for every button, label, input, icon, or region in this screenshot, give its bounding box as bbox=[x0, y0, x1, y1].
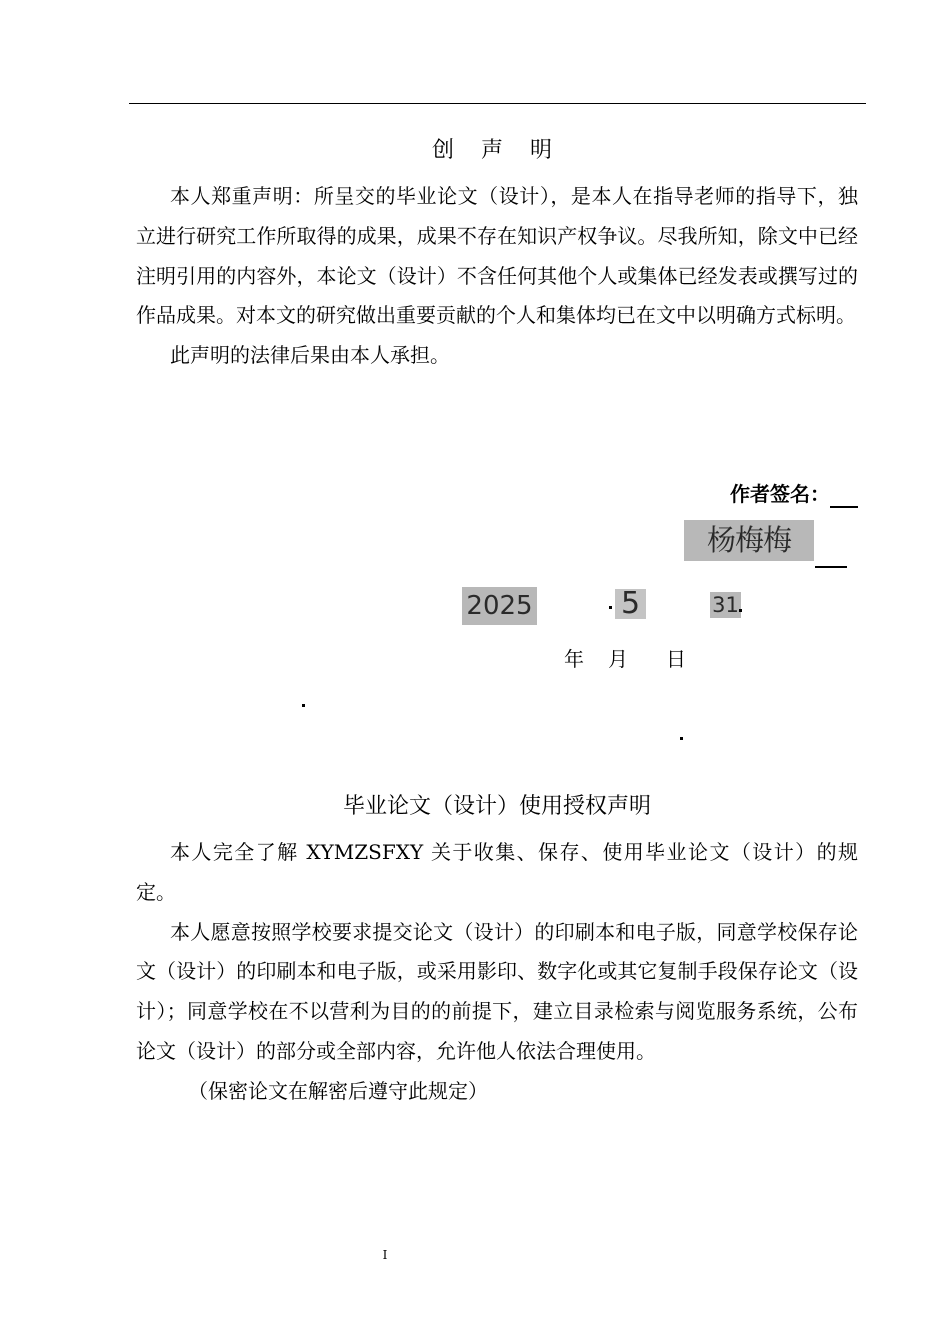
signature-underline bbox=[815, 566, 847, 568]
declaration-body bbox=[136, 177, 858, 376]
dot-mark bbox=[302, 704, 305, 707]
date-label-year: 年 bbox=[564, 647, 584, 671]
handwritten-year: 2025 bbox=[462, 587, 537, 625]
date-label-day: 日 bbox=[666, 647, 686, 671]
declaration-paragraph-2: 此声明的法律后果由本人承担。 bbox=[170, 343, 450, 368]
header-rule bbox=[129, 103, 866, 104]
dot-mark bbox=[739, 609, 742, 612]
date-label-month: 月 bbox=[608, 647, 628, 671]
dot-mark bbox=[609, 606, 612, 609]
confidential-note: （保密论文在解密后遵守此规定） bbox=[188, 1078, 488, 1103]
dot-mark bbox=[680, 737, 683, 740]
page-number: I bbox=[382, 1248, 388, 1262]
authorization-title: 毕业论文（设计）使用授权声明 bbox=[342, 794, 651, 819]
authorization-body bbox=[136, 833, 858, 1112]
declaration-title: 创 声 明 bbox=[432, 138, 562, 163]
authorization-paragraph-1: 本人完全了解 XYMZSFXY 关于收集、保存、使用毕业论文（设计）的规定。 bbox=[136, 840, 858, 904]
handwritten-signature: 杨梅梅 bbox=[684, 520, 814, 561]
author-signature-label: 作者签名： bbox=[730, 480, 858, 508]
handwritten-month: 5 bbox=[615, 589, 646, 619]
declaration-paragraph-1: 本人郑重声明：所呈交的毕业论文（设计），是本人在指导老师的指导下，独立进行研究工作所取得的成果，成果不存在知识产权争议。尽我所知，除文中已经注明引用的内容外，本论文（设计）不含任何其他个人或集体已经发表或撰写过的作品成果。对本文的研究做出重要贡献的个人和集体均已在文中以明确方式标明。 bbox=[136, 184, 858, 328]
authorization-paragraph-2: 本人愿意按照学校要求提交论文（设计）的印刷本和电子版，同意学校保存论文（设计）的印刷本和电子版，或采用影印、数字化或其它复制手段保存论文（设计）；同意学校在不以营利为目的的前提下，建立目录检索与阅览服务系统，公布论文（设计）的部分或全部内容，允许他人依法合理使用。 bbox=[136, 919, 858, 1063]
handwritten-day: 31 bbox=[710, 592, 741, 618]
